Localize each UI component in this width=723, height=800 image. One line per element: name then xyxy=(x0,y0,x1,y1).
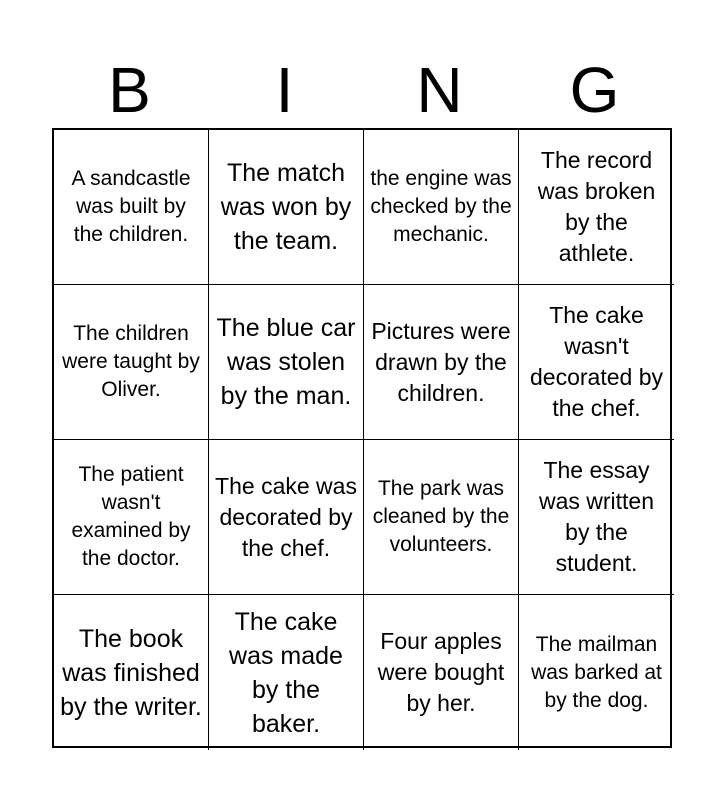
cell-text: The book was finished by the writer. xyxy=(60,624,202,721)
cell-text: The essay was written by the student. xyxy=(538,457,655,576)
cell-text: The park was cleaned by the volunteers. xyxy=(372,477,510,556)
bingo-cell-r2-c3[interactable] xyxy=(364,285,519,440)
bingo-cell-r2-c2[interactable] xyxy=(209,285,364,440)
bingo-cell-r4-c3[interactable] xyxy=(364,595,519,750)
bingo-cell-r3-c4[interactable] xyxy=(519,440,674,595)
bingo-cell-r3-c1[interactable] xyxy=(54,440,209,595)
bingo-cell-r1-c4[interactable] xyxy=(519,130,674,285)
bingo-cell-r4-c2[interactable] xyxy=(209,595,364,750)
bingo-header xyxy=(52,52,672,128)
bingo-card-grid xyxy=(52,128,672,748)
bingo-cell-r2-c4[interactable] xyxy=(519,285,674,440)
bingo-cell-r2-c1[interactable] xyxy=(54,285,209,440)
cell-text: Four apples were bought by her. xyxy=(377,628,505,716)
bingo-cell-r4-c4[interactable] xyxy=(519,595,674,750)
bingo-cell-r3-c3[interactable] xyxy=(364,440,519,595)
cell-text: A sandcastle was built by the children. xyxy=(71,167,191,246)
header-letter-g: G xyxy=(569,54,620,126)
bingo-cell-r1-c2[interactable] xyxy=(209,130,364,285)
cell-text: The patient wasn't examined by the doctor. xyxy=(71,463,191,570)
bingo-cell-r3-c2[interactable] xyxy=(209,440,364,595)
cell-text: The blue car was stolen by the man. xyxy=(216,314,356,410)
cell-text: The record was broken by the athlete. xyxy=(537,147,656,266)
bingo-cell-r1-c3[interactable] xyxy=(364,130,519,285)
cell-text: The cake was decorated by the chef. xyxy=(215,472,357,561)
header-letter-b: B xyxy=(108,54,151,126)
cell-text: The match was won by the team. xyxy=(220,159,352,255)
header-letter-n: N xyxy=(416,54,463,126)
cell-text: The cake was made by the baker. xyxy=(229,607,343,738)
header-letter-i: I xyxy=(275,54,294,126)
bingo-cell-r4-c1[interactable] xyxy=(54,595,209,750)
cell-text: The cake wasn't decorated by the chef. xyxy=(530,302,663,421)
cell-text: The children were taught by Oliver. xyxy=(62,322,200,401)
cell-text: The mailman was barked at by the dog. xyxy=(531,632,662,712)
bingo-cell-r1-c1[interactable] xyxy=(54,130,209,285)
cell-text: Pictures were drawn by the children. xyxy=(371,317,511,406)
cell-text: the engine was checked by the mechanic. xyxy=(370,167,512,246)
